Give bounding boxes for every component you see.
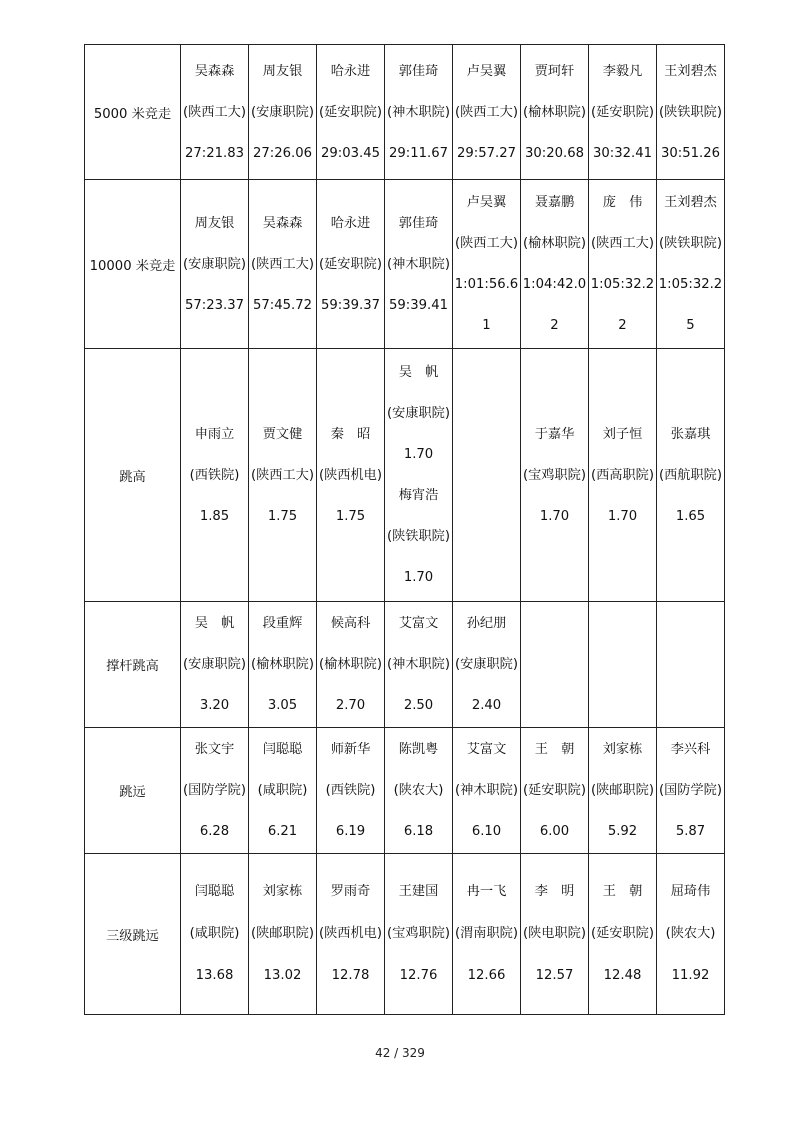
result-line: 13.68 [195, 968, 234, 983]
result-cell [521, 349, 589, 602]
result-cell [249, 728, 317, 854]
result-line: 屈琦伟 [670, 884, 711, 899]
result-line: 贾珂轩 [534, 63, 575, 79]
result-line: 刘家栋 [602, 742, 643, 757]
result-line: (陕西工大) [454, 104, 519, 120]
result-cell [317, 602, 385, 728]
result-line: (安康职院) [454, 657, 519, 672]
result-line: 张嘉琪 [670, 426, 711, 442]
result-cell [589, 854, 657, 1015]
result-line: 刘家栋 [262, 884, 303, 899]
result-line: (西高职院) [590, 467, 655, 483]
result-line: 1.75 [335, 508, 366, 524]
result-line: 艾富文 [398, 616, 439, 631]
result-line: 1.70 [539, 508, 570, 524]
event-name: 跳高 [85, 349, 181, 602]
result-line: 29:11.67 [389, 145, 448, 161]
result-line: 李兴科 [670, 742, 711, 757]
result-cell [385, 180, 453, 349]
result-line: 艾富文 [466, 742, 507, 757]
result-cell [521, 854, 589, 1015]
result-cell [317, 45, 385, 180]
result-cell [317, 854, 385, 1015]
result-cell [657, 602, 725, 728]
result-line: (陕铁职院) [658, 104, 723, 120]
result-line: 孙纪朋 [466, 616, 507, 631]
result-cell [589, 349, 657, 602]
result-line: 梅宵浩 [398, 488, 439, 503]
result-cell [657, 349, 725, 602]
result-line: 2.50 [403, 698, 434, 713]
table-row [85, 349, 725, 602]
result-cell [589, 728, 657, 854]
result-line: 候高科 [330, 616, 371, 631]
result-line: 刘子恒 [602, 426, 643, 442]
result-line: 聂嘉鹏 [534, 195, 575, 210]
result-line: (陕西机电) [318, 926, 383, 941]
result-line: 12.57 [535, 968, 574, 983]
result-line: 6.18 [403, 824, 434, 839]
result-line: 郭佳琦 [398, 63, 439, 79]
result-cell [589, 45, 657, 180]
result-line: 2 [618, 318, 627, 333]
result-line: (神木职院) [386, 104, 451, 120]
result-cell [453, 45, 521, 180]
result-line: 1.70 [403, 570, 434, 585]
result-line: 57:23.37 [185, 297, 244, 313]
result-line: 6.00 [539, 824, 570, 839]
result-line: 庞 伟 [602, 195, 643, 210]
result-line: 6.21 [267, 824, 298, 839]
result-line: 周友银 [262, 63, 303, 79]
result-line: (安康职院) [182, 256, 247, 272]
result-line: 王建国 [398, 884, 439, 899]
result-cell [453, 349, 521, 602]
result-line: 29:57.27 [457, 145, 516, 161]
result-cell [385, 602, 453, 728]
result-line: 王刘碧杰 [664, 195, 717, 210]
result-line: (榆林职院) [522, 236, 587, 251]
result-line: (榆林职院) [318, 657, 383, 672]
result-line: 申雨立 [194, 426, 235, 442]
result-line: (陕西工大) [590, 236, 655, 251]
result-line: (安康职院) [182, 657, 247, 672]
result-line: (神木职院) [386, 657, 451, 672]
result-line: 1 [482, 318, 491, 333]
result-line: 李 明 [534, 884, 575, 899]
result-line: 6.10 [471, 824, 502, 839]
result-cell [249, 45, 317, 180]
result-line: 冉一飞 [466, 884, 507, 899]
result-line: 李毅凡 [602, 63, 643, 79]
result-line: 王 朝 [534, 742, 575, 757]
result-line: 1:04:42.0 [522, 277, 587, 292]
result-line: 12.76 [399, 968, 438, 983]
result-line: (国防学院) [658, 783, 723, 798]
result-cell [181, 602, 249, 728]
event-name: 撑杆跳高 [85, 602, 181, 728]
result-line: 5 [686, 318, 695, 333]
result-cell [521, 602, 589, 728]
result-line: 1.65 [675, 508, 706, 524]
result-line: 王 朝 [602, 884, 643, 899]
result-cell [385, 45, 453, 180]
result-line: 1:01:56.6 [454, 277, 519, 292]
result-line: (陕邮职院) [590, 783, 655, 798]
result-line: 王刘碧杰 [664, 63, 717, 79]
result-line: (宝鸡职院) [522, 467, 587, 483]
result-line: 周友银 [194, 215, 235, 231]
result-line: (陕西工大) [250, 256, 315, 272]
result-line: 卢吴翼 [466, 63, 507, 79]
result-cell [317, 728, 385, 854]
result-line: 5.87 [675, 824, 706, 839]
result-line: 57:45.72 [253, 297, 312, 313]
result-line: 1.70 [607, 508, 638, 524]
result-cell [657, 45, 725, 180]
result-line: (神木职院) [454, 783, 519, 798]
table-row [85, 602, 725, 728]
result-line: 27:21.83 [185, 145, 244, 161]
result-line: 吴 帆 [398, 365, 439, 380]
result-cell [453, 602, 521, 728]
result-line: 29:03.45 [321, 145, 380, 161]
result-cell [453, 854, 521, 1015]
result-line: (安康职院) [386, 406, 451, 421]
result-line: 闫聪聪 [262, 742, 303, 757]
results-table [84, 44, 725, 1015]
result-cell [317, 349, 385, 602]
table-row [85, 728, 725, 854]
result-line: (延安职院) [590, 926, 655, 941]
result-line: (陕西机电) [318, 467, 383, 483]
result-line: (陕邮职院) [250, 926, 315, 941]
event-name: 5000 米竞走 [85, 45, 181, 180]
result-line: 27:26.06 [253, 145, 312, 161]
page-number: 42 / 329 [375, 1046, 425, 1060]
result-line: 陈凯粤 [398, 742, 439, 757]
result-line: (陕西工大) [182, 104, 247, 120]
result-line: 吴 帆 [194, 616, 235, 631]
result-cell [453, 180, 521, 349]
result-line: 哈永进 [330, 215, 371, 231]
result-cell [249, 854, 317, 1015]
result-line: 2 [550, 318, 559, 333]
result-line: (榆林职院) [522, 104, 587, 120]
result-line: 13.02 [263, 968, 302, 983]
result-line: 30:20.68 [525, 145, 584, 161]
result-line: (安康职院) [250, 104, 315, 120]
result-line: 3.20 [199, 698, 230, 713]
result-cell [453, 728, 521, 854]
result-cell [589, 180, 657, 349]
result-line: 吴森森 [194, 63, 235, 79]
result-line: 5.92 [607, 824, 638, 839]
result-line: 1.75 [267, 508, 298, 524]
result-line: (宝鸡职院) [386, 926, 451, 941]
event-name: 跳远 [85, 728, 181, 854]
result-cell [385, 854, 453, 1015]
result-cell [521, 180, 589, 349]
result-cell [181, 854, 249, 1015]
result-cell [249, 349, 317, 602]
result-line: 59:39.37 [321, 297, 380, 313]
result-cell [181, 349, 249, 602]
result-cell [181, 180, 249, 349]
result-line: (陕电职院) [522, 926, 587, 941]
result-line: 师新华 [330, 742, 371, 757]
result-cell [657, 728, 725, 854]
result-line: (延安职院) [590, 104, 655, 120]
result-line: (咸职院) [257, 783, 308, 798]
result-line: 1.85 [199, 508, 230, 524]
result-line: (延安职院) [318, 104, 383, 120]
result-line: (西铁院) [325, 783, 376, 798]
result-line: 郭佳琦 [398, 215, 439, 231]
event-name: 三级跳远 [85, 854, 181, 1015]
result-cell [521, 45, 589, 180]
result-line: 1:05:32.2 [590, 277, 655, 292]
result-line: 贾文健 [262, 426, 303, 442]
result-cell [181, 45, 249, 180]
result-line: 秦 昭 [330, 426, 371, 442]
table-row [85, 854, 725, 1015]
result-line: 于嘉华 [534, 426, 575, 442]
result-line: (延安职院) [318, 256, 383, 272]
result-line: 卢吴翼 [466, 195, 507, 210]
result-line: (陕西工大) [454, 236, 519, 251]
result-line: (榆林职院) [250, 657, 315, 672]
result-line: (咸职院) [189, 926, 240, 941]
result-line: (陕铁职院) [386, 529, 451, 544]
result-line: (渭南职院) [454, 926, 519, 941]
result-cell [657, 854, 725, 1015]
result-line: (延安职院) [522, 783, 587, 798]
result-cell [589, 602, 657, 728]
result-line: 1.70 [403, 447, 434, 462]
result-line: 1:05:32.2 [658, 277, 723, 292]
result-cell [521, 728, 589, 854]
result-line: 哈永进 [330, 63, 371, 79]
result-cell [249, 180, 317, 349]
result-line: 59:39.41 [389, 297, 448, 313]
result-line: (西航职院) [658, 467, 723, 483]
result-line: (神木职院) [386, 256, 451, 272]
result-line: 6.19 [335, 824, 366, 839]
result-line: 12.48 [603, 968, 642, 983]
result-cell [385, 728, 453, 854]
result-line: 11.92 [671, 968, 710, 983]
result-cell [385, 349, 453, 602]
result-line: 3.05 [267, 698, 298, 713]
result-line: 12.78 [331, 968, 370, 983]
table-row [85, 45, 725, 180]
result-line: 段重辉 [262, 616, 303, 631]
result-cell [249, 602, 317, 728]
result-line: 张文宇 [194, 742, 235, 757]
result-line: 30:51.26 [661, 145, 720, 161]
result-line: (陕西工大) [250, 467, 315, 483]
result-cell [657, 180, 725, 349]
table-row [85, 180, 725, 349]
result-line: 30:32.41 [593, 145, 652, 161]
result-line: 罗雨奇 [330, 884, 371, 899]
result-line: 12.66 [467, 968, 506, 983]
result-line: (国防学院) [182, 783, 247, 798]
result-cell [181, 728, 249, 854]
result-line: 吴森森 [262, 215, 303, 231]
event-name: 10000 米竞走 [85, 180, 181, 349]
result-line: 2.70 [335, 698, 366, 713]
result-cell [317, 180, 385, 349]
result-line: (西铁院) [189, 467, 240, 483]
result-line: (陕农大) [665, 926, 716, 941]
result-line: (陕铁职院) [658, 236, 723, 251]
result-line: 闫聪聪 [194, 884, 235, 899]
result-line: (陕农大) [393, 783, 444, 798]
result-line: 2.40 [471, 698, 502, 713]
result-line: 6.28 [199, 824, 230, 839]
